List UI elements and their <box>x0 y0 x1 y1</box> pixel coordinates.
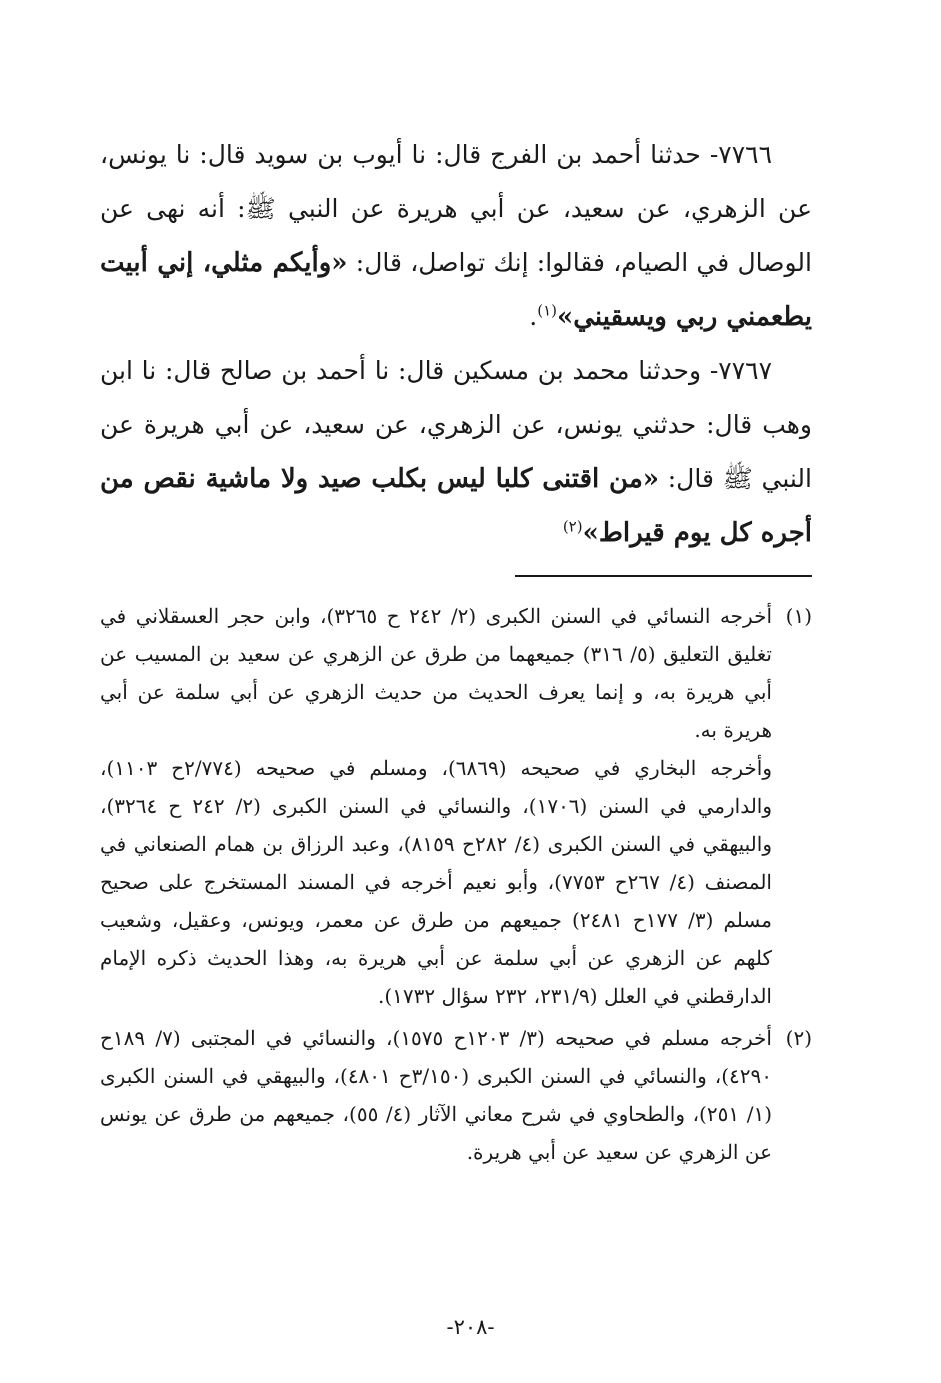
footnote-2 <box>100 1019 812 1171</box>
footnote-number: (١) <box>785 604 812 628</box>
footnotes-section <box>100 597 812 1175</box>
hadith-end-punctuation: . <box>529 302 538 331</box>
hadith-paragraph <box>100 128 812 344</box>
hadith-isnad-text: ٧٧٦٦- حدثنا أحمد بن الفرج قال: نا أيوب بن سويد قال: نا يونس، عن الزهري، عن سعيد، عن أبي هريرة عن النبي ﷺ: أنه نهى عن الوصال في الصيام، فقالوا: إنك تواصل، قال: <box>100 140 812 277</box>
hadith-7766 <box>100 128 812 344</box>
footnote-number: (٢) <box>785 1026 812 1050</box>
hadith-isnad-text: ٧٧٦٧- وحدثنا محمد بن مسكين قال: نا أحمد بن صالح قال: نا ابن وهب قال: حدثني يونس، عن الزهري، عن سعيد، عن أبي هريرة عن النبي ﷺ قال: <box>100 356 812 493</box>
footnote-reference[interactable]: (٢) <box>562 517 583 536</box>
footnote-separator <box>515 575 812 577</box>
hadith-7767 <box>100 344 812 560</box>
footnote-paragraph: أخرجه النسائي في السنن الكبرى (٢/ ٢٤٢ ح ٣٢٦٥)، وابن حجر العسقلاني في تغليق التعليق (٥/ ٣١٦) جميعهما من طرق عن الزهري عن سعيد بن المسيب عن أبي هريرة به، و إنما يعرف الحديث من حديث الزهري عن أبي سلمة عن أبي هريرة به. <box>100 604 773 742</box>
hadith-matn-quote: «من اقتنى كلبا ليس بكلب صيد ولا ماشية نقص من أجره كل يوم قيراط» <box>100 464 812 548</box>
footnote-paragraph: أخرجه مسلم في صحيحه (٣/ ١٢٠٣ح ١٥٧٥)، والنسائي في المجتبى (٧/ ١٨٩ح ٤٢٩٠)، والنسائي في السنن الكبرى (٣/١٥٠ح ٤٨٠١)، والبيهقي في السنن الكبرى (١/ ٢٥١)، والطحاوي في شرح معاني الآثار (٤/ ٥٥)، جميعهم من طرق عن يونس عن الزهري عن سعيد عن أبي هريرة. <box>100 1026 772 1164</box>
hadith-paragraph <box>100 344 812 560</box>
hadith-matn-quote: «وأيكم مثلي، إني أبيت يطعمني ربي ويسقيني» <box>100 248 812 332</box>
footnote-reference[interactable]: (١) <box>537 301 558 320</box>
footnote-1 <box>100 597 812 1015</box>
footnote-paragraph: وأخرجه البخاري في صحيحه (٦٨٦٩)، ومسلم في صحيحه (٢/٧٧٤ح ١١٠٣)، والدارمي في السنن (١٧٠٦)، والنسائي في السنن الكبرى (٢/ ٢٤٢ ح ٣٢٦٤)، والبيهقي في السنن الكبرى (٤/ ٢٨٢ح ٨١٥٩)، وعبد الرزاق بن همام الصنعاني في المصنف (٤/ ٢٦٧ح ٧٧٥٣)، وأبو نعيم أخرجه في المسند المستخرج على صحيح مسلم (٣/ ١٧٧ح ٢٤٨١) جميعهم من طرق عن معمر، ويونس، وعقيل، وشعيب كلهم عن الزهري عن أبي سلمة عن أبي هريرة به، وهذا الحديث ذكره الإمام الدارقطني في العلل (٢٣١/٩، ٢٣٢ سؤال ١٧٣٢). <box>100 756 773 1008</box>
page-number: -٢٠٨- <box>446 1315 495 1339</box>
